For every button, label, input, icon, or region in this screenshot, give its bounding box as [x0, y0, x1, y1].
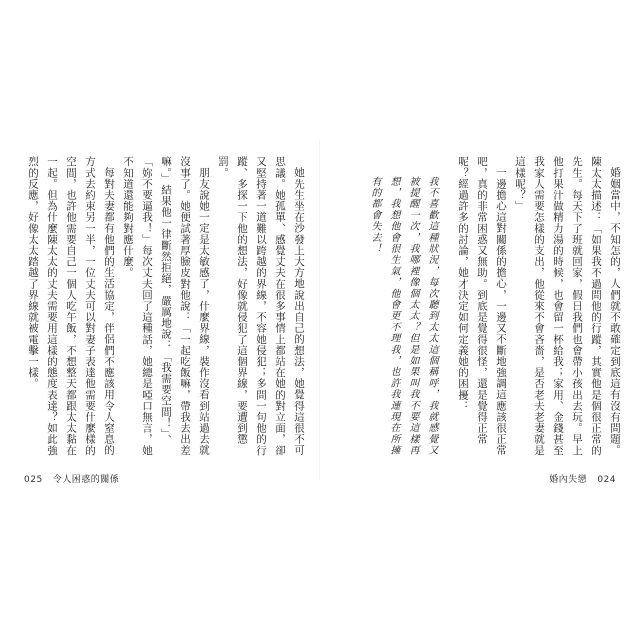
left-running-head: 令人困惑的關係 — [52, 475, 120, 485]
right-page — [320, 0, 640, 640]
right-page-body — [326, 156, 624, 456]
right-paragraph-1: 婚姻當中，不知怎的，人們就不敢確定到底這有沒有問題。陳太太描述：「如果我不過問他的行蹤，其實他是個很正常的先生。每天下了班就回家，假日我們也會帶小孩出去玩。早上他打果汁做精力湯的時候，也會留一杯給我；家用、金錢甚至我家人需要怎樣的支出，他從來不會吝嗇，是否老夫老妻就是這樣呢？」 — [514, 156, 621, 456]
left-page-number: 025 — [24, 475, 43, 485]
right-running-head: 婚內失戀 — [549, 475, 588, 485]
right-paragraph-2: 一邊擔心這對關係的擔心，一邊又不斷地強調這應該很正常吧，真的非常困惑又無助。到底是覺得很怪，還是覺得正常呢？經過許多的討論，她才決定如何定義她的困擾： — [457, 156, 507, 456]
left-folio — [24, 472, 119, 485]
block-quote: 我不喜歡這種狀況，每次聽到太太這個稱呼，我就感覺又被提醒一次，我哪裡像個太太？但是如果叫我不要這樣再想，我想他會很生氣，他會更不理我，也許我連現在所擁有的都會失去！ — [369, 176, 437, 456]
right-page-number: 024 — [597, 475, 616, 485]
left-page-body — [12, 156, 308, 456]
left-paragraph-1: 她先生坐在沙發上大方地說出自己的想法，她覺得這很不可思議。她孤單、感覺丈夫在很多事情上都站在她的對立面，卻又堅持著一道難以跨越的界線，不容她侵犯；多問一句他的行蹤、多探一下他的想法，好像就侵犯了這個界線，要遭到懲罰。 — [217, 156, 305, 456]
left-paragraph-3: 每對夫妻都有他們的生活協定，伴侶們不應該用令人窒息的方式去約束另一半，一位丈夫可以對妻子表達他需要什麼樣的空間，也許他需要自己一個人吃午飯，不想整天都跟太太黏在一起。但為什麼陳太太的丈夫需要用這樣的態度表達？如此強烈的反應，好像太太踏越了界線就被電擊一樣。 — [27, 156, 115, 456]
right-folio — [549, 472, 616, 485]
left-paragraph-2: 朋友說她一定是太敏感了，什麼界線，裝作沒看到站過去就沒事了。她便試著厚臉皮對他說：「一起吃飯嘛，帶我去出差嘛。」結果他一律斷然拒絕，嚴厲地說：「我需要空間！」、「妳不要逼我！」每次丈夫回了這種話，她總是啞口無言，她不知道還能夠對應什麼。 — [122, 156, 210, 456]
